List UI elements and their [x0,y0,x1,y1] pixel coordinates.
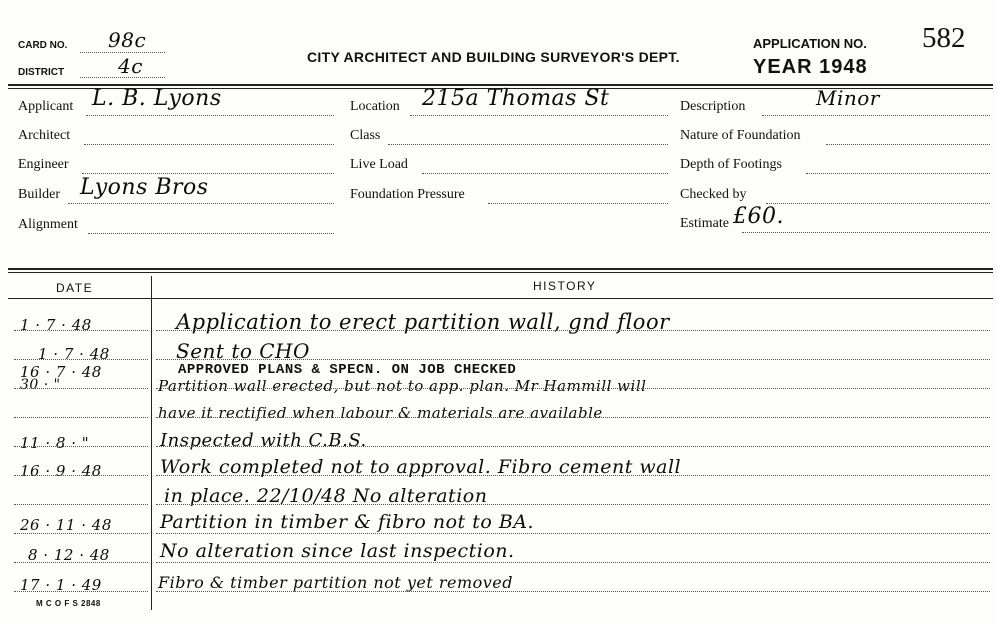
card-no-rule [80,52,165,53]
depth-of-footings-rule [806,173,990,174]
history-text: Partition in timber & fibro not to BA. [160,511,535,533]
location-label: Location [350,99,400,114]
district-value: 4c [118,54,143,78]
history-rule-date [14,504,148,505]
foundation-pressure-label: Foundation Pressure [350,187,465,202]
history-text: Application to erect partition wall, gnd floor [176,310,670,334]
card-no-value: 98c [108,28,147,52]
history-date: 30 · " [20,377,61,393]
history-text: Partition wall erected, but not to app. plan. Mr Hammill will [158,377,647,395]
history-rule [156,475,990,476]
applicant-rule [86,115,334,116]
year-label: YEAR 1948 [753,56,868,78]
architect-rule [84,144,334,145]
history-rule-date [14,533,148,534]
alignment-rule [88,233,334,234]
history-rule-date [14,475,148,476]
history-text: Sent to CHO [176,339,310,363]
history-date: 16 · 7 · 48 [20,363,102,381]
history-date: 26 · 11 · 48 [20,516,112,534]
applicant-value: L. B. Lyons [92,86,222,111]
engineer-label: Engineer [18,157,69,172]
class-label: Class [350,128,381,143]
nature-of-foundation-rule [826,144,990,145]
architect-label: Architect [18,128,71,143]
fields-divider-2 [8,272,993,273]
application-no-value: 582 [922,22,966,54]
history-rule-date [14,388,148,389]
nature-of-foundation-label: Nature of Foundation [680,128,801,143]
history-date: 11 · 8 · " [20,434,90,452]
history-rule [156,446,990,447]
description-value: Minor [816,86,880,110]
history-date: 17 · 1 · 49 [20,576,102,594]
location-value: 215a Thomas St [422,86,610,111]
history-rule-date [14,562,148,563]
description-rule [762,115,990,116]
class-rule [388,144,668,145]
history-rule [156,591,990,592]
checked-by-rule [766,203,990,204]
history-rule [156,359,990,360]
history-rule [156,504,990,505]
application-no-label: APPLICATION NO. [753,36,867,51]
estimate-label: Estimate [680,216,729,231]
builder-value: Lyons Bros [80,175,209,200]
description-label: Description [680,99,746,114]
fields-divider [8,268,993,270]
history-date: 1 · 7 · 48 [20,316,92,334]
history-text: Fibro & timber partition not yet removed [158,573,514,592]
history-rule-date [14,359,148,360]
live-load-rule [422,173,668,174]
date-column-header: DATE [56,281,94,295]
history-rule [156,417,990,418]
checked-by-label: Checked by [680,187,747,202]
history-header-divider [8,298,993,299]
history-rule-date [14,591,148,592]
location-rule [410,115,668,116]
card-no-label: CARD NO. [18,40,68,51]
history-rule-date [14,417,148,418]
history-rule [156,330,990,331]
history-column-header: HISTORY [533,279,597,293]
form-code: M C O F S 2848 [36,599,101,608]
builder-rule [68,203,334,204]
history-text: Inspected with C.B.S. [160,430,367,451]
history-rule [156,562,990,563]
alignment-label: Alignment [18,217,78,232]
date-column-divider [151,276,152,610]
history-text: Work completed not to approval. Fibro cement wall [160,456,682,478]
history-date: 8 · 12 · 48 [28,546,110,564]
depth-of-footings-label: Depth of Footings [680,157,782,172]
history-text: have it rectified when labour & materials are available [158,404,603,422]
engineer-rule [82,173,334,174]
history-rule [156,533,990,534]
history-rule-date [14,446,148,447]
history-rule-date [14,330,148,331]
district-label: DISTRICT [18,67,65,78]
applicant-label: Applicant [18,99,74,114]
estimate-rule [742,232,990,233]
department-title: CITY ARCHITECT AND BUILDING SURVEYOR'S DEPT. [307,49,680,65]
live-load-label: Live Load [350,157,408,172]
history-text: in place. 22/10/48 No alteration [164,485,488,507]
approved-stamp: APPROVED PLANS & SPECN. ON JOB CHECKED [178,362,517,378]
history-text: No alteration since last inspection. [160,540,515,562]
history-rule [156,388,990,389]
builder-label: Builder [18,187,60,202]
estimate-value: £60. [733,204,784,229]
foundation-pressure-rule [488,203,668,204]
history-date: 16 · 9 · 48 [20,462,102,480]
history-date: 1 · 7 · 48 [38,345,110,363]
